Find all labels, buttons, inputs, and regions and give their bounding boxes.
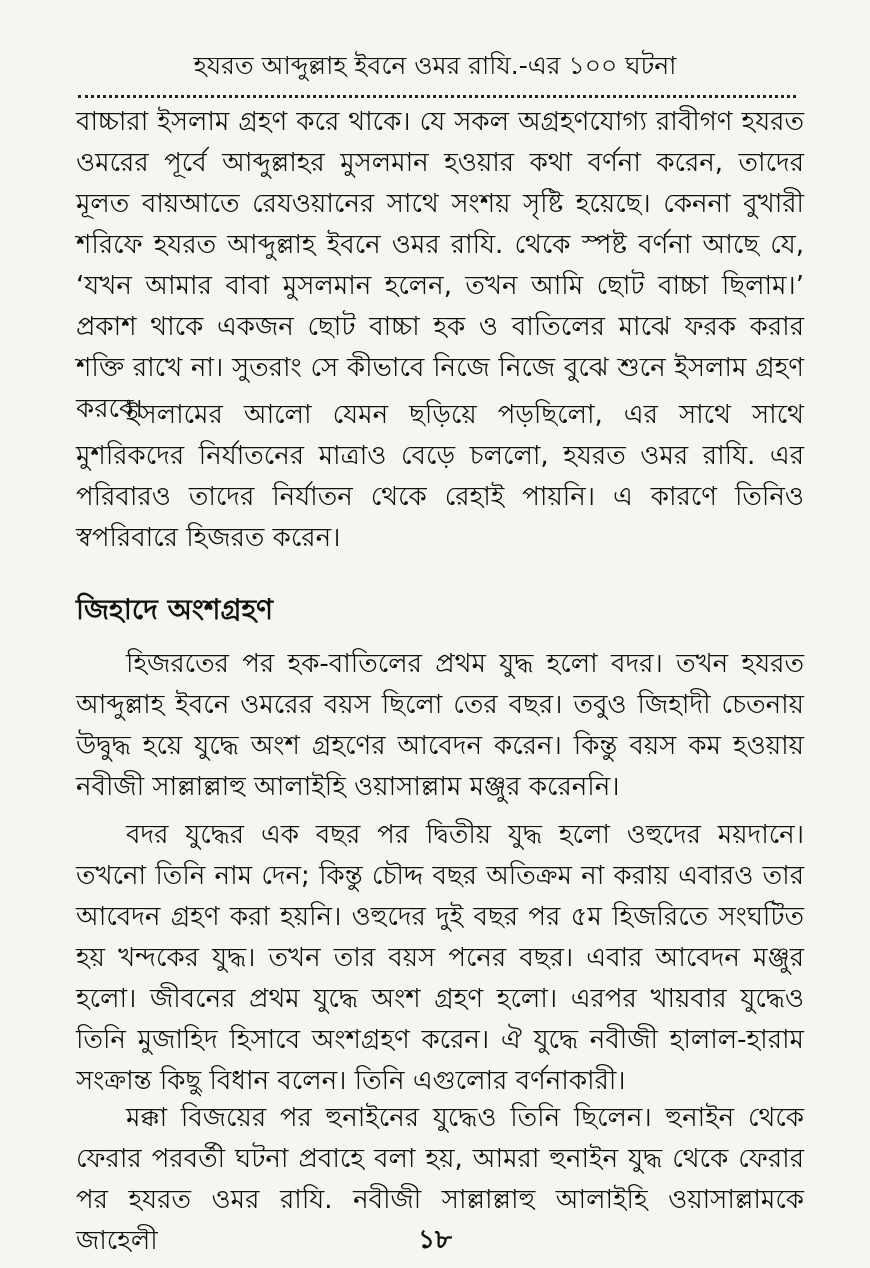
paragraph-3: হিজরতের পর হক-বাতিলের প্রথম যুদ্ধ হলো বদর। তখন হযরত আব্দুল্লাহ ইবনে ওমরের বয়স ছিলো তের বছর। তবুও জিহাদী চেতনায় উদ্বুদ্ধ হয়ে যুদ্ধে অংশ গ্রহণের আবেদন করেন। কিন্তু বয়স কম হওয়ায় নবীজী সাল্লাল্লাহু আলাইহি ওয়াসাল্লাম মঞ্জুর করেননি। xyxy=(76,649,804,802)
running-header: হযরত আব্দুল্লাহ ইবনে ওমর রাযি.-এর ১০০ ঘটনা xyxy=(193,51,677,80)
section-heading: জিহাদে অংশগ্রহণ xyxy=(76,593,274,626)
page-number: ১৮ xyxy=(418,1225,452,1255)
header-divider xyxy=(78,95,796,98)
paragraph-1: বাচ্চারা ইসলাম গ্রহণ করে থাকে। যে সকল অগ্রহণযোগ্য রাবীগণ হযরত ওমরের পূর্বে আব্দুল্লাহর মুসলমান হওয়ার কথা বর্ণনা করেন, তাদের মূলত বায়আতে রেযওয়ানের সাথে সংশয় সৃষ্টি হয়েছে। কেননা বুখারী শরিফে হযরত আব্দুল্লাহ ইবনে ওমর রাযি. থেকে স্পষ্ট বর্ণনা আছে যে, ‘যখন আমার বাবা মুসলমান হলেন, তখন আমি ছোট বাচ্চা ছিলাম।’ প্রকাশ থাকে একজন ছোট বাচ্চা হক ও বাতিলের মাঝে ফরক করার শক্তি রাখে না। সুতরাং সে কীভাবে নিজে নিজে বুঝে শুনে ইসলাম গ্রহণ করবে। xyxy=(76,107,804,424)
paragraph-4: বদর যুদ্ধের এক বছর পর দ্বিতীয় যুদ্ধ হলো ওহুদের ময়দানে। তখনো তিনি নাম দেন; কিন্তু চৌদ্দ বছর অতিক্রম না করায় এবারও তার আবেদন গ্রহণ করা হয়নি। ওহুদের দুই বছর পর ৫ম হিজরিতে সংঘটিত হয় খন্দকের যুদ্ধ। তখন তার বয়স পনের বছর। এবার আবেদন মঞ্জুর হলো। জীবনের প্রথম যুদ্ধে অংশ গ্রহণ হলো। এরপর খায়বার যুদ্ধেও তিনি মুজাহিদ হিসাবে অংশগ্রহণ করেন। ঐ যুদ্ধে নবীজী হালাল-হারাম সংক্রান্ত কিছু বিধান বলেন। তিনি এগুলোর বর্ণনাকারী। xyxy=(76,820,804,1096)
paragraph-5: মক্কা বিজয়ের পর হুনাইনের যুদ্ধেও তিনি ছিলেন। হুনাইন থেকে ফেরার পরবর্তী ঘটনা প্রবাহে বলা হয়, আমরা হুনাইন যুদ্ধ থেকে ফেরার পর হযরত ওমর রাযি. নবীজী সাল্লাল্লাহু আলাইহি ওয়াসাল্লামকে জাহেলী xyxy=(76,1103,804,1256)
paragraph-2: ইসলামের আলো যেমন ছড়িয়ে পড়ছিলো, এর সাথে সাথে মুশরিকদের নির্যাতনের মাত্রাও বেড়ে চললো, হযরত ওমর রাযি. এর পরিবারও তাদের নির্যাতন থেকে রেহাই পায়নি। এ কারণে তিনিও স্বপরিবারে হিজরত করেন। xyxy=(76,400,804,553)
